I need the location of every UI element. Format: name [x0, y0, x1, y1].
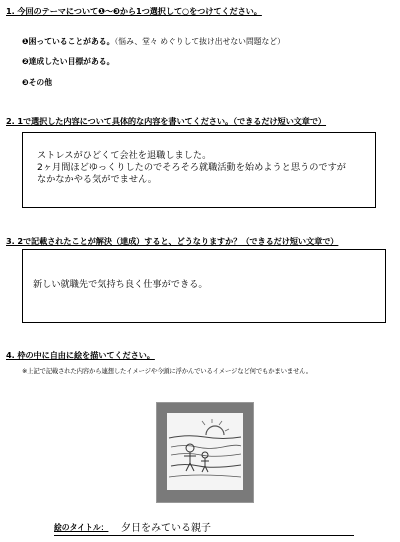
section-1-heading: 1. 今回のテーマについて❶～❸から1つ選択して○をつけてください。: [6, 6, 262, 16]
picture-title-row[interactable]: [54, 519, 354, 536]
picture-title-label: 絵のタイトル：: [54, 523, 109, 532]
section-3-answer-text: 新しい就職先で気持ち良く仕事ができる。: [33, 279, 208, 290]
section-2-answer-text: ストレスがひどくて会社を退職しました。 2ヶ月間ほどゆっくりしたのでそろそろ就職活動を始めようと思うのですが なかなかやる気がでません。: [37, 150, 346, 185]
picture-title-value: 夕日をみている親子: [121, 523, 211, 534]
section-4-note: ※上記で記載された内容から連想したイメージや今頭に浮かんでいるイメージなど何でもかまいません。: [22, 367, 312, 375]
section-3-answer-box[interactable]: [22, 249, 386, 323]
option-3-label: ❸その他: [22, 78, 52, 87]
section-3-heading: 3. 2で記載されたことが解決（達成）すると、どうなりますか？（できるだけ短い文章で）: [6, 236, 339, 246]
option-3[interactable]: [22, 77, 52, 88]
option-2[interactable]: [22, 56, 114, 67]
option-2-label: ❷達成したい目標がある。: [22, 57, 115, 66]
option-1-note: （悩み、堂々 めぐりして抜け出せない問題など）: [114, 37, 285, 46]
option-1[interactable]: [22, 36, 285, 47]
option-1-label: ❶困っていることがある。: [22, 37, 115, 46]
section-2-answer-box[interactable]: [22, 132, 376, 208]
section-2-heading: 2. 1で選択した内容について具体的な内容を書いてください。（できるだけ短い文章で）: [6, 116, 327, 126]
section-4-heading: 4. 枠の中に自由に絵を描いてください。: [6, 350, 155, 360]
drawing-frame: [156, 402, 254, 503]
sunset-drawing: [157, 403, 253, 502]
